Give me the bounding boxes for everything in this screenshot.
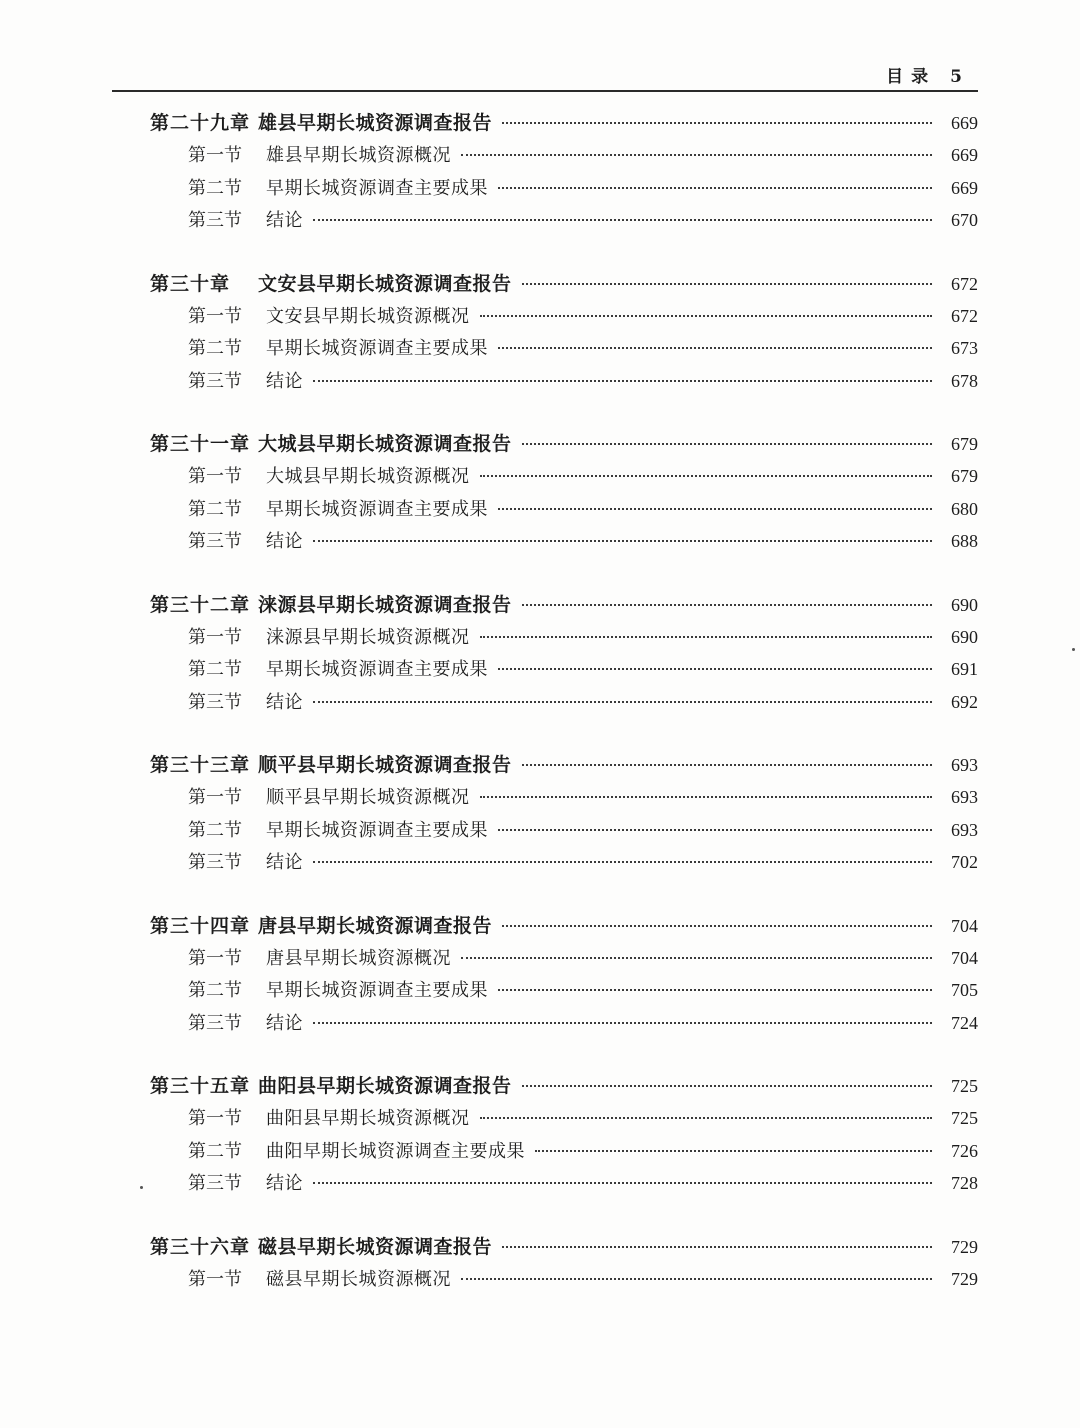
section-number: 第一节 bbox=[188, 466, 242, 487]
dot-leader bbox=[522, 764, 932, 766]
chapter-block bbox=[150, 911, 978, 1042]
section-page: 692 bbox=[951, 691, 978, 712]
section-entry[interactable] bbox=[150, 623, 978, 656]
dot-leader bbox=[313, 1182, 932, 1184]
section-title: 早期长城资源调查主要成果 bbox=[266, 980, 488, 1001]
section-title: 早期长城资源调查主要成果 bbox=[266, 819, 488, 841]
section-entry[interactable] bbox=[150, 1009, 978, 1042]
section-page: 729 bbox=[951, 1268, 978, 1289]
chapter-number: 第三十三章 bbox=[150, 754, 251, 776]
section-title: 早期长城资源调查主要成果 bbox=[266, 659, 488, 680]
chapter-block bbox=[150, 1232, 978, 1298]
section-title: 曲阳早期长城资源调查主要成果 bbox=[266, 1140, 525, 1162]
header-rule bbox=[112, 90, 978, 92]
section-number: 第三节 bbox=[188, 1173, 242, 1194]
dot-leader bbox=[498, 668, 932, 670]
page-number: 5 bbox=[950, 67, 962, 87]
section-entry[interactable] bbox=[150, 302, 978, 335]
section-page: 726 bbox=[951, 1140, 978, 1161]
section-number: 第三节 bbox=[188, 1012, 242, 1034]
section-title: 文安县早期长城资源概况 bbox=[266, 305, 470, 327]
section-title: 曲阳县早期长城资源概况 bbox=[266, 1108, 470, 1129]
chapter-title: 曲阳县早期长城资源调查报告 bbox=[258, 1075, 512, 1097]
section-entry[interactable] bbox=[150, 848, 978, 881]
chapter-page: 690 bbox=[951, 594, 978, 615]
chapter-entry[interactable] bbox=[150, 590, 978, 623]
section-number: 第二节 bbox=[188, 177, 242, 199]
dot-leader bbox=[313, 540, 932, 542]
section-entry[interactable] bbox=[150, 944, 978, 977]
section-page: 669 bbox=[951, 177, 978, 198]
chapter-block bbox=[150, 590, 978, 721]
section-page: 704 bbox=[951, 947, 978, 968]
section-entry[interactable] bbox=[150, 206, 978, 239]
section-page: 728 bbox=[951, 1173, 978, 1193]
section-number: 第一节 bbox=[188, 626, 242, 648]
section-entry[interactable] bbox=[150, 688, 978, 721]
section-entry[interactable] bbox=[150, 655, 978, 688]
section-number: 第一节 bbox=[188, 145, 242, 166]
dot-leader bbox=[502, 925, 932, 927]
chapter-title: 磁县早期长城资源调查报告 bbox=[258, 1235, 493, 1258]
section-page: 705 bbox=[951, 980, 978, 1000]
dot-leader bbox=[313, 701, 932, 703]
chapter-page: 669 bbox=[951, 113, 978, 133]
dot-leader bbox=[313, 380, 932, 382]
section-page: 679 bbox=[951, 466, 978, 486]
section-entry[interactable] bbox=[150, 1265, 978, 1298]
dot-leader bbox=[461, 957, 932, 959]
dot-leader bbox=[480, 315, 933, 317]
dot-leader bbox=[498, 989, 932, 991]
section-title: 结论 bbox=[266, 1012, 303, 1034]
running-head-title: 目录 bbox=[886, 67, 937, 87]
section-page: 680 bbox=[951, 498, 978, 519]
section-entry[interactable] bbox=[150, 141, 978, 174]
section-entry[interactable] bbox=[150, 1169, 978, 1202]
section-title: 早期长城资源调查主要成果 bbox=[266, 338, 488, 359]
dot-leader bbox=[498, 347, 932, 349]
chapter-number: 第三十章 bbox=[150, 272, 231, 295]
chapter-entry[interactable] bbox=[150, 429, 978, 462]
chapter-entry[interactable] bbox=[150, 1232, 978, 1265]
section-title: 涞源县早期长城资源概况 bbox=[266, 626, 470, 648]
section-number: 第三节 bbox=[188, 691, 242, 713]
chapter-number: 第三十四章 bbox=[150, 914, 251, 937]
section-number: 第三节 bbox=[188, 370, 242, 392]
section-page: 678 bbox=[951, 370, 978, 391]
section-entry[interactable] bbox=[150, 367, 978, 400]
dot-leader bbox=[498, 829, 932, 831]
section-title: 结论 bbox=[266, 691, 303, 713]
section-number: 第一节 bbox=[188, 1108, 242, 1129]
section-page: 724 bbox=[951, 1012, 978, 1033]
dot-leader bbox=[522, 1085, 932, 1087]
section-number: 第一节 bbox=[188, 305, 242, 327]
section-page: 691 bbox=[951, 659, 978, 679]
chapter-number: 第三十二章 bbox=[150, 593, 251, 616]
section-number: 第三节 bbox=[188, 210, 242, 231]
running-head bbox=[886, 62, 962, 87]
section-page: 672 bbox=[951, 305, 978, 326]
section-number: 第三节 bbox=[188, 531, 242, 552]
section-page: 725 bbox=[951, 1108, 978, 1128]
chapter-page: 693 bbox=[951, 755, 978, 775]
chapter-page: 725 bbox=[951, 1076, 978, 1096]
section-title: 大城县早期长城资源概况 bbox=[266, 466, 470, 487]
section-page: 669 bbox=[951, 145, 978, 165]
section-title: 雄县早期长城资源概况 bbox=[266, 145, 451, 166]
dot-leader bbox=[480, 636, 933, 638]
section-entry[interactable] bbox=[150, 462, 978, 495]
section-page: 690 bbox=[951, 626, 978, 647]
dot-leader bbox=[461, 1278, 932, 1280]
dot-leader bbox=[502, 122, 932, 124]
section-page: 670 bbox=[951, 210, 978, 230]
chapter-page: 729 bbox=[951, 1236, 978, 1257]
table-of-contents bbox=[150, 108, 978, 1327]
section-entry[interactable] bbox=[150, 174, 978, 207]
section-page: 693 bbox=[951, 819, 978, 840]
section-title: 结论 bbox=[266, 210, 303, 231]
chapter-number: 第三十一章 bbox=[150, 433, 251, 455]
section-page: 693 bbox=[951, 787, 978, 807]
dot-leader bbox=[313, 861, 932, 863]
section-title: 顺平县早期长城资源概况 bbox=[266, 787, 470, 808]
dot-leader bbox=[502, 1246, 932, 1248]
chapter-block bbox=[150, 750, 978, 881]
section-entry[interactable] bbox=[150, 783, 978, 816]
section-title: 结论 bbox=[266, 1173, 303, 1194]
dot-leader bbox=[461, 154, 932, 156]
chapter-block bbox=[150, 108, 978, 239]
dot-leader bbox=[498, 508, 932, 510]
dot-leader bbox=[313, 1022, 932, 1024]
section-number: 第一节 bbox=[188, 787, 242, 808]
section-entry[interactable] bbox=[150, 976, 978, 1009]
dot-leader bbox=[480, 796, 933, 798]
chapter-entry[interactable] bbox=[150, 1071, 978, 1104]
section-title: 结论 bbox=[266, 852, 303, 873]
chapter-number: 第三十五章 bbox=[150, 1075, 251, 1097]
dot-leader bbox=[522, 283, 932, 285]
dot-leader bbox=[522, 443, 932, 445]
chapter-entry[interactable] bbox=[150, 911, 978, 944]
section-entry[interactable] bbox=[150, 527, 978, 560]
section-number: 第一节 bbox=[188, 1268, 242, 1290]
chapter-title: 唐县早期长城资源调查报告 bbox=[258, 914, 493, 937]
section-title: 早期长城资源调查主要成果 bbox=[266, 498, 488, 520]
chapter-title: 顺平县早期长城资源调查报告 bbox=[258, 754, 512, 776]
section-entry[interactable] bbox=[150, 334, 978, 367]
chapter-title: 雄县早期长城资源调查报告 bbox=[258, 112, 493, 134]
dot-leader bbox=[535, 1150, 932, 1152]
chapter-block bbox=[150, 269, 978, 400]
section-entry[interactable] bbox=[150, 1137, 978, 1170]
section-number: 第二节 bbox=[188, 1140, 242, 1162]
section-title: 唐县早期长城资源概况 bbox=[266, 947, 451, 969]
section-number: 第二节 bbox=[188, 498, 242, 520]
chapter-block bbox=[150, 1071, 978, 1202]
dot-leader bbox=[480, 475, 933, 477]
section-number: 第二节 bbox=[188, 980, 242, 1001]
chapter-title: 文安县早期长城资源调查报告 bbox=[258, 272, 512, 295]
dot-leader bbox=[522, 604, 932, 606]
chapter-entry[interactable] bbox=[150, 108, 978, 141]
section-title: 早期长城资源调查主要成果 bbox=[266, 177, 488, 199]
chapter-page: 672 bbox=[951, 273, 978, 294]
chapter-number: 第二十九章 bbox=[150, 112, 251, 134]
section-entry[interactable] bbox=[150, 495, 978, 528]
section-title: 结论 bbox=[266, 531, 303, 552]
chapter-page: 704 bbox=[951, 915, 978, 936]
section-title: 结论 bbox=[266, 370, 303, 392]
chapter-entry[interactable] bbox=[150, 750, 978, 783]
section-page: 702 bbox=[951, 852, 978, 872]
section-number: 第二节 bbox=[188, 819, 242, 841]
chapter-title: 涞源县早期长城资源调查报告 bbox=[258, 593, 512, 616]
dot-leader bbox=[480, 1117, 933, 1119]
section-entry[interactable] bbox=[150, 816, 978, 849]
section-entry[interactable] bbox=[150, 1104, 978, 1137]
chapter-entry[interactable] bbox=[150, 269, 978, 302]
section-number: 第二节 bbox=[188, 659, 242, 680]
section-page: 688 bbox=[951, 531, 978, 551]
dot-leader bbox=[498, 187, 932, 189]
chapter-title: 大城县早期长城资源调查报告 bbox=[258, 433, 512, 455]
chapter-page: 679 bbox=[951, 434, 978, 454]
scan-speck bbox=[1072, 648, 1075, 651]
chapter-number: 第三十六章 bbox=[150, 1235, 251, 1258]
section-page: 673 bbox=[951, 338, 978, 358]
scan-speck bbox=[140, 1186, 143, 1189]
section-title: 磁县早期长城资源概况 bbox=[266, 1268, 451, 1290]
section-number: 第二节 bbox=[188, 338, 242, 359]
section-number: 第三节 bbox=[188, 852, 242, 873]
section-number: 第一节 bbox=[188, 947, 242, 969]
dot-leader bbox=[313, 219, 932, 221]
chapter-block bbox=[150, 429, 978, 560]
